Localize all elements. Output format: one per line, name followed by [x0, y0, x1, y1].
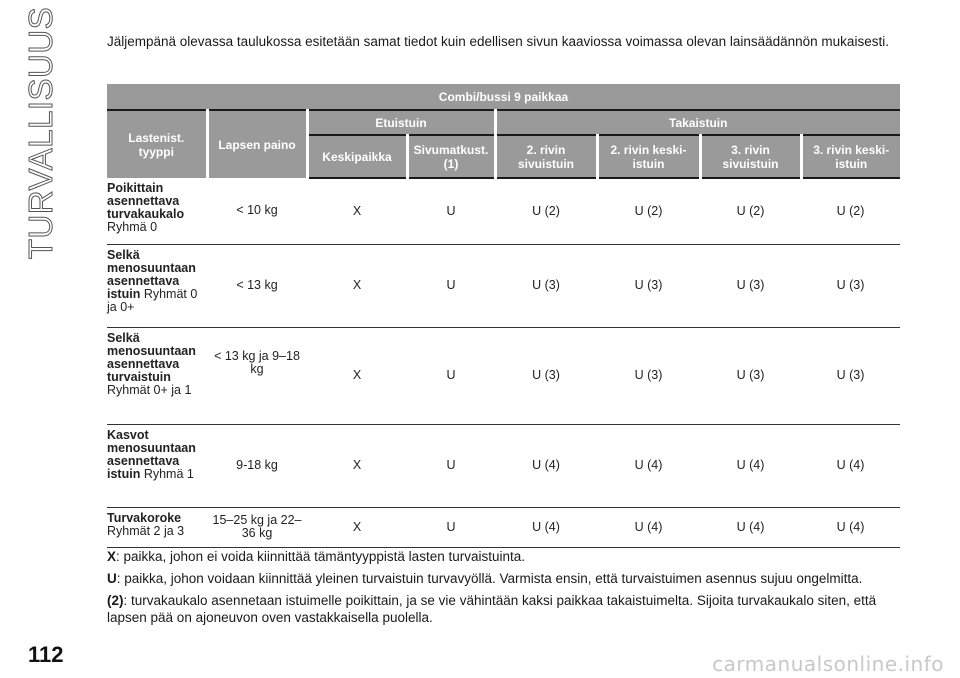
header-col: 2. rivin sivuistuin [495, 135, 597, 178]
table-cell: U (4) [597, 424, 700, 507]
row-weight: < 13 kg ja 9–18 kg [207, 327, 307, 424]
table-cell: U (2) [700, 178, 801, 244]
table-cell: U (4) [700, 507, 801, 547]
row-category-group: Ryhmä 1 [143, 466, 194, 481]
row-category [107, 244, 207, 327]
legend-key: (2) [107, 593, 124, 608]
table-cell: X [307, 244, 407, 327]
table-cell: U (3) [495, 327, 597, 424]
table-row [107, 178, 900, 244]
header-weight: Lapsen paino [207, 110, 307, 178]
row-category-bold: Turvakoroke [107, 510, 182, 525]
legend-item [107, 548, 902, 565]
legend-text: : paikka, johon voidaan kiinnittää yleinen turvaistuin turvavyöllä. Varmista ensin, että turvaistuimen asennus sujuu ongelmitta. [116, 571, 863, 586]
header-col: 2. rivin keski-istuin [597, 135, 700, 178]
header-col: 3. rivin keski-istuin [801, 135, 900, 178]
table-cell: U [407, 244, 495, 327]
row-category [107, 507, 207, 547]
row-weight: 9-18 kg [207, 424, 307, 507]
header-col: Keskipaikka [307, 135, 407, 178]
row-category-group: Ryhmät 2 ja 3 [107, 523, 185, 538]
table-cell: U (3) [597, 327, 700, 424]
table-cell: U (3) [801, 244, 900, 327]
table-cell: U (2) [495, 178, 597, 244]
row-category-bold: Selkä menosuuntaan asennettava istuin [107, 247, 196, 301]
legend-item [107, 570, 902, 587]
header-rear-seat: Takaistuin [495, 110, 900, 135]
table-cell: U (2) [801, 178, 900, 244]
header-col: 3. rivin sivuistuin [700, 135, 801, 178]
table-row [107, 424, 900, 507]
row-category-group: Ryhmät 0+ ja 1 [107, 382, 192, 397]
row-category-bold: Kasvot menosuuntaan asennettava istuin [107, 427, 196, 481]
table-row [107, 507, 900, 547]
legend-text: : turvakaukalo asennetaan istuimelle poikittain, ja se vie vähintään kaksi paikkaa takaistuimelta. Sijoita turvakaukalo siten, että lapsen pää on ajoneuvon oven vastakkaisella puolella. [107, 593, 877, 625]
table-cell: U [407, 424, 495, 507]
row-weight: < 13 kg [207, 244, 307, 327]
table-cell: U (3) [700, 244, 801, 327]
row-weight: < 10 kg [207, 178, 307, 244]
legend [107, 548, 902, 631]
table-row [107, 327, 900, 424]
table-cell: U [407, 178, 495, 244]
table-cell: U (3) [700, 327, 801, 424]
table-cell: U (4) [801, 424, 900, 507]
table-cell: U (3) [801, 327, 900, 424]
legend-key: X [107, 549, 117, 564]
header-col: Sivumatkust. (1) [407, 135, 495, 178]
table-cell: U (3) [597, 244, 700, 327]
row-category-group: Ryhmä 0 [107, 220, 158, 234]
legend-key: U [107, 571, 117, 586]
row-category [107, 424, 207, 507]
section-side-title [6, 6, 76, 260]
table-cell: U (4) [700, 424, 801, 507]
legend-item [107, 592, 902, 626]
intro-paragraph: Jäljempänä olevassa taulukossa esitetään samat tiedot kuin edellisen sivun kaaviossa voimassa olevan lainsäädännön mukaisesti. [107, 34, 889, 49]
table-cell: U (3) [495, 244, 597, 327]
page-number: 112 [28, 642, 64, 667]
table-cell: U (2) [597, 178, 700, 244]
header-front-seat: Etuistuin [307, 110, 495, 135]
row-category [107, 178, 207, 244]
table-cell: U (4) [801, 507, 900, 547]
table-cell: X [307, 327, 407, 424]
table-title: Combi/bussi 9 paikkaa [107, 84, 900, 110]
table-cell: X [307, 507, 407, 547]
table-cell: U (4) [495, 424, 597, 507]
section-title-text: TURVALLISUUS [22, 6, 60, 260]
table-row [107, 244, 900, 327]
table-cell: U (4) [597, 507, 700, 547]
row-category [107, 327, 207, 424]
table-cell: U [407, 507, 495, 547]
header-category: Lastenist. tyyppi [107, 110, 207, 178]
watermark: carmanualsonline.info [712, 652, 944, 676]
legend-text: : paikka, johon ei voida kiinnittää tämäntyyppistä lasten turvaistuinta. [116, 549, 525, 564]
row-category-bold: Poikittain asennettava turvakaukalo [107, 181, 185, 221]
row-category-group: Ryhmät 0 ja 0+ [107, 286, 198, 314]
row-weight: 15–25 kg ja 22–36 kg [207, 507, 307, 547]
table-cell: U [407, 327, 495, 424]
table-cell: X [307, 178, 407, 244]
table-cell: U (4) [495, 507, 597, 547]
row-category-bold: Selkä menosuuntaan asennettava turvaistuin [107, 330, 196, 384]
table-cell: X [307, 424, 407, 507]
child-seat-table [107, 84, 900, 548]
